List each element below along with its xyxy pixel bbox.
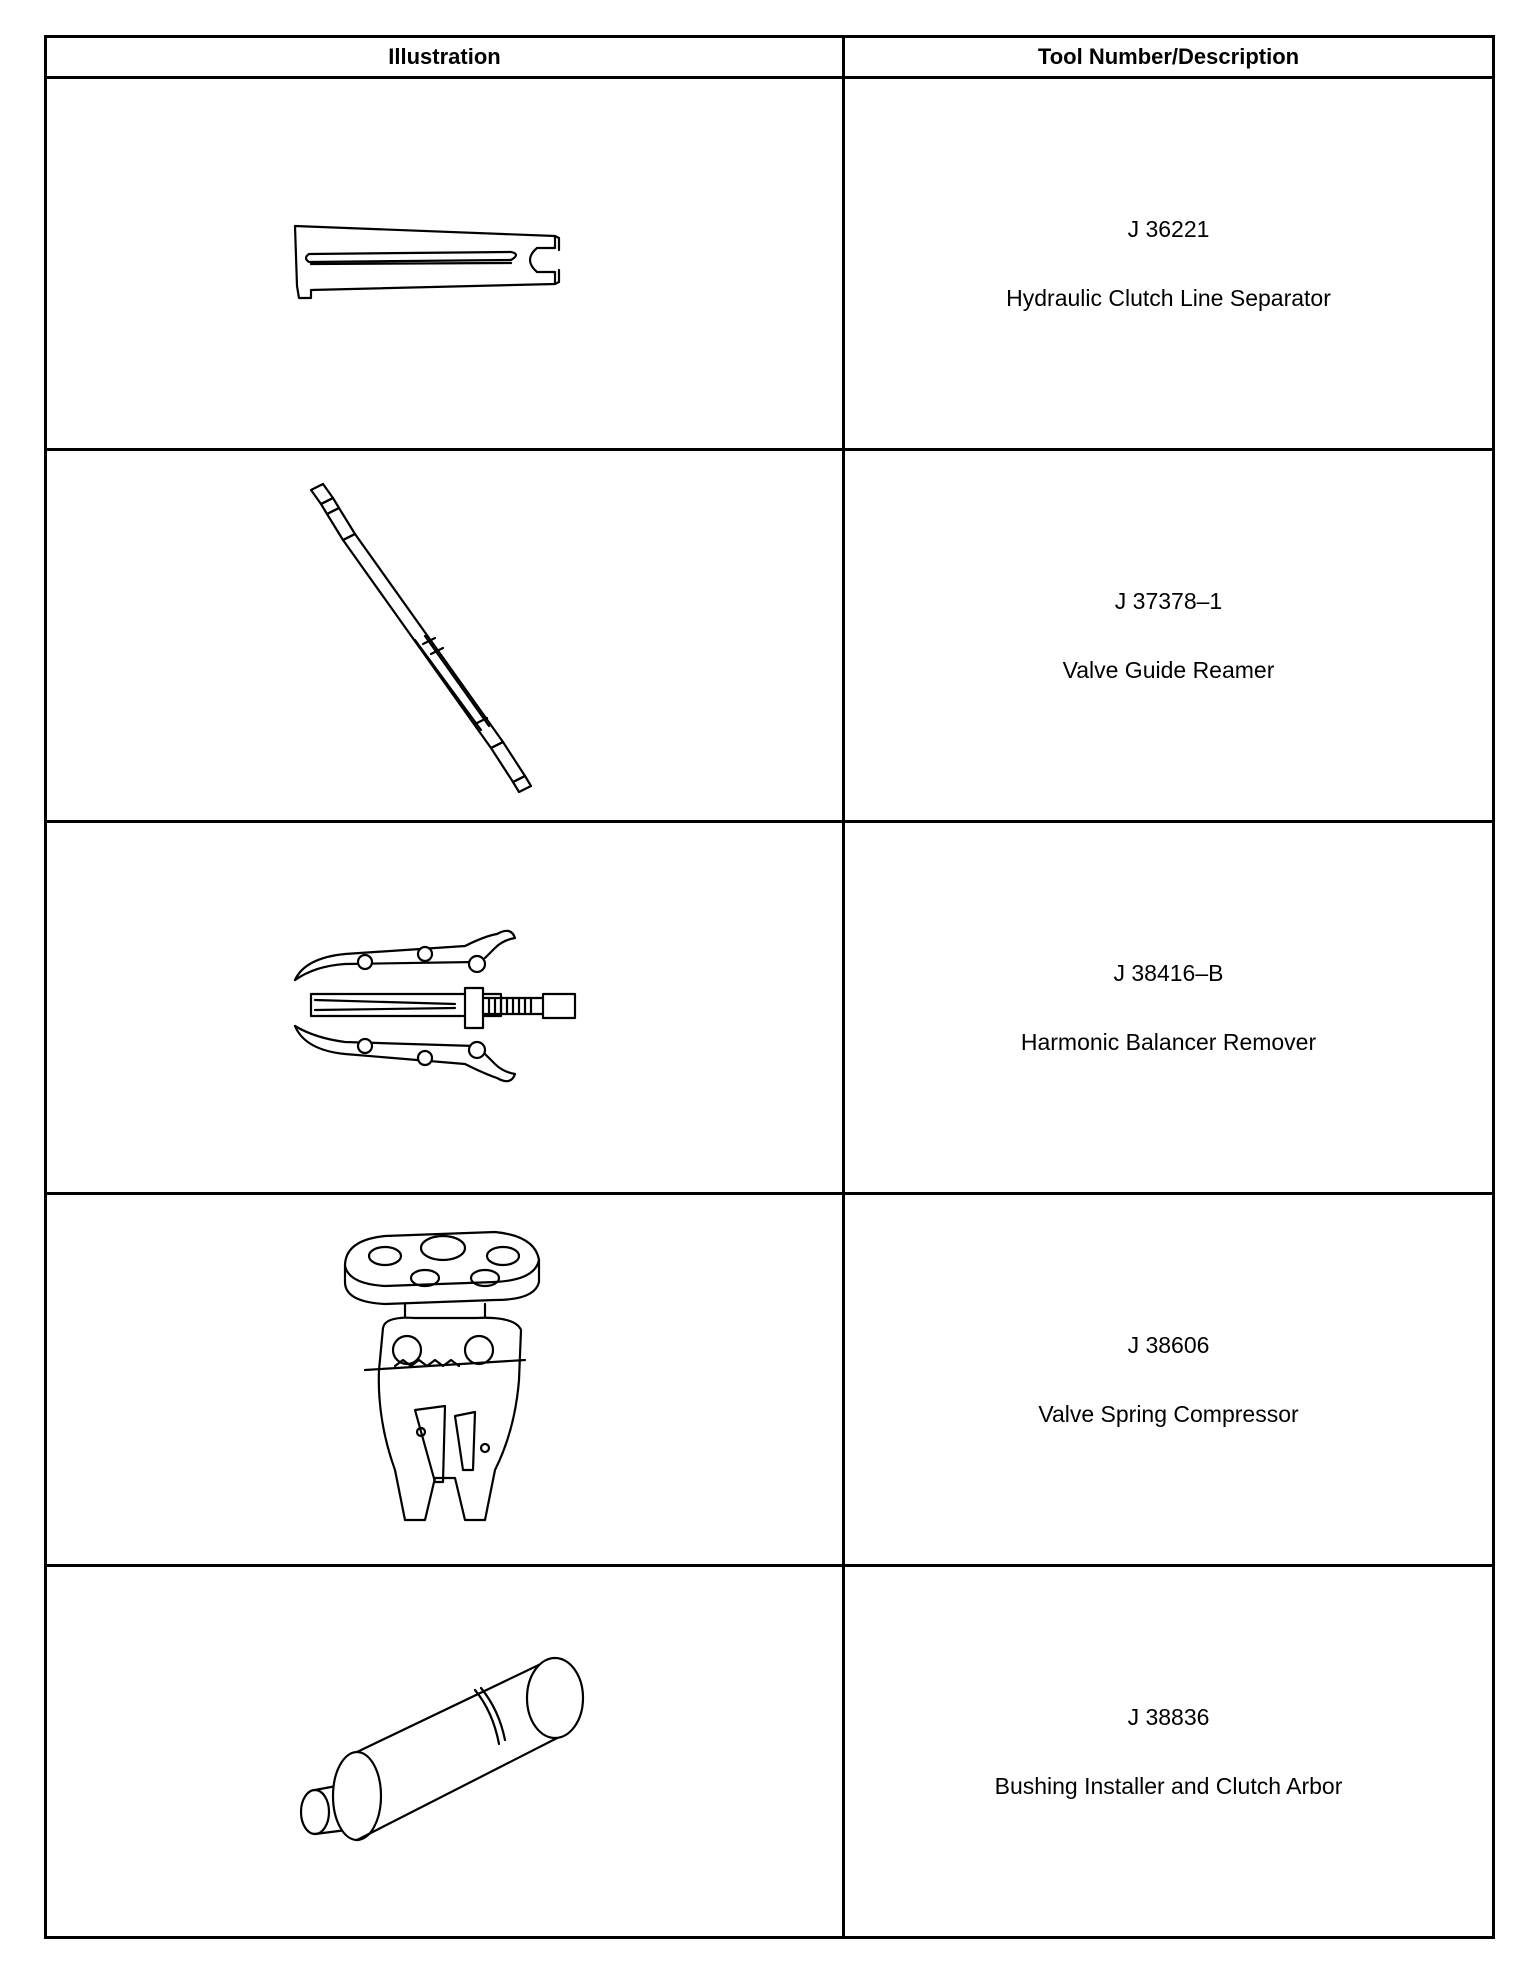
illustration-cell: [46, 1194, 844, 1566]
table-row: [46, 1194, 1494, 1566]
tool-name: Bushing Installer and Clutch Arbor: [994, 1772, 1343, 1799]
tool-name: Harmonic Balancer Remover: [1020, 1028, 1317, 1055]
tool-name: Hydraulic Clutch Line Separator: [1006, 284, 1331, 311]
column-header-illustration: Illustration: [46, 37, 844, 78]
tool-number: J 36221: [1127, 215, 1210, 242]
tool-name: Valve Spring Compressor: [1038, 1400, 1299, 1427]
tool-number: J 38836: [1127, 1703, 1210, 1730]
illustration-cell: [46, 78, 844, 450]
harmonic-balancer-remover-icon: [275, 918, 615, 1098]
table-row: [46, 1566, 1494, 1938]
illustration-cell: [46, 822, 844, 1194]
tool-description-cell: [844, 450, 1494, 822]
special-tools-table: [44, 35, 1495, 1939]
valve-spring-compressor-icon: [325, 1220, 565, 1540]
tool-description-cell: [844, 822, 1494, 1194]
tool-name: Valve Guide Reamer: [1062, 656, 1275, 683]
tool-number: J 37378–1: [1114, 587, 1223, 614]
hydraulic-clutch-line-separator-icon: [275, 214, 615, 314]
tool-number: J 38416–B: [1113, 959, 1224, 986]
tool-description-cell: [844, 78, 1494, 450]
valve-guide-reamer-icon: [275, 476, 615, 796]
tool-number: J 38606: [1127, 1331, 1210, 1358]
table-header-row: [46, 37, 1494, 78]
tool-description-cell: [844, 1566, 1494, 1938]
column-header-tool-description: Tool Number/Description: [844, 37, 1494, 78]
table-row: [46, 450, 1494, 822]
tool-description-cell: [844, 1194, 1494, 1566]
table-row: [46, 78, 1494, 450]
illustration-cell: [46, 450, 844, 822]
table-row: [46, 822, 1494, 1194]
bushing-installer-icon: [275, 1642, 615, 1862]
illustration-cell: [46, 1566, 844, 1938]
